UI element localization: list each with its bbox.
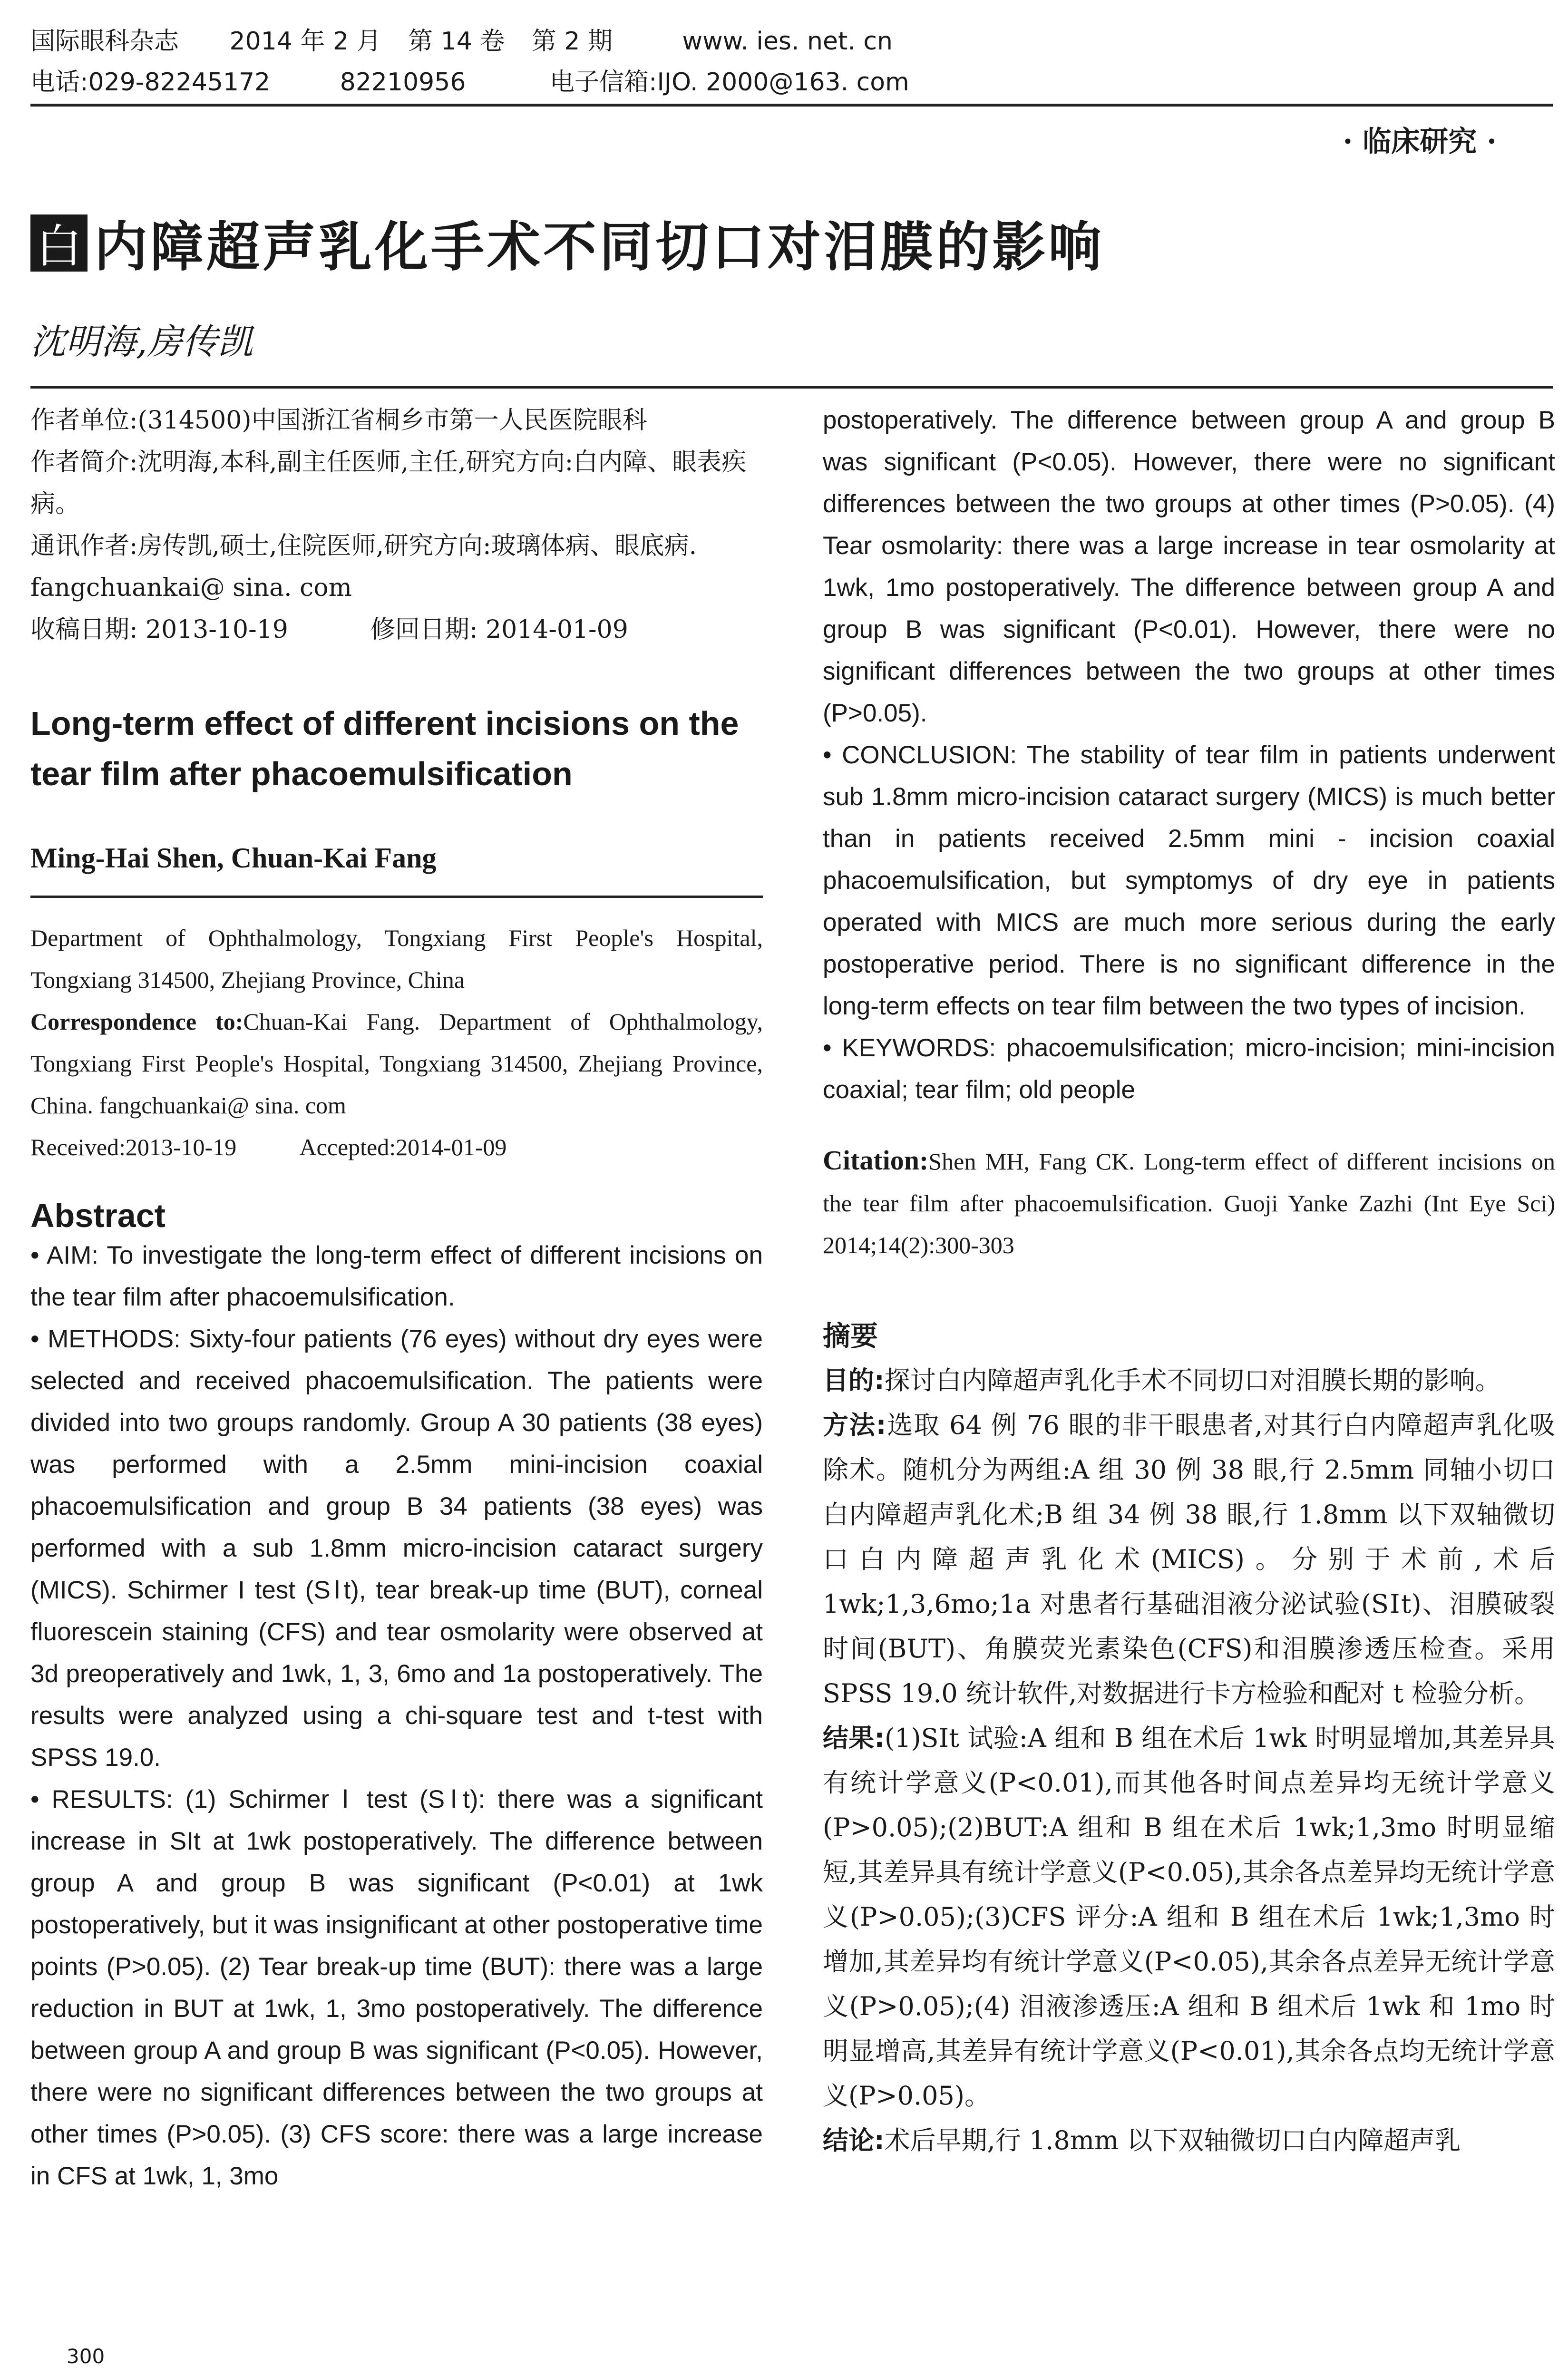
phone-2: 82210956	[340, 68, 466, 97]
cn-aim	[823, 1358, 1555, 1403]
abstract-right	[823, 399, 1555, 1111]
author-info-cn	[30, 399, 763, 651]
abstract-conclusion: • CONCLUSION: The stability of tear film in patients underwent sub 1.8mm micro-incision cataract surgery (MICS) is much better than in patients received 2.5mm mini - incision coaxial phacoemulsification, but symptomys of dry eye in patients operated with MICS are much more serious during the early postoperative period. There is no significant difference in the long-term effects on tear film between the two types of incision.	[823, 741, 1555, 1020]
header-row-1	[30, 21, 1552, 62]
right-column	[823, 399, 1555, 2163]
abstract-left	[30, 1235, 763, 2197]
issue: 第 2 期	[531, 27, 613, 56]
title-initial-icon: 白	[30, 214, 88, 272]
correspondence-label: Correspondence to:	[30, 1008, 243, 1035]
volume: 第 14 卷	[408, 27, 505, 56]
abstract-results-part2: postoperatively. The difference between group A and group B was significant (P<0.05). However, there were no significant differences between the two groups at other times (P>0.05). (4) Tear osmolarity: there was a large increase in tear osmolarity at 1wk, 1mo postoperatively. The difference between group A and group B was significant (P<0.01). However, there were no significant differences between the two groups at other times (P>0.05).	[823, 406, 1555, 727]
correspondence-text: Chuan-Kai Fang. Department of Ophthalmology, Tongxiang First People's Hospital, Tongxiang 314500, Zhejiang Province, China. fangchuankai@ sina. com	[30, 1008, 763, 1119]
journal-header	[30, 21, 1552, 103]
author-unit: 作者单位:(314500)中国浙江省桐乡市第一人民医院眼科	[30, 406, 647, 435]
cn-results-text: (1)SⅠt 试验:A 组和 B 组在术后 1wk 时明显增加,其差异具有统计学意义(P<0.01),而其他各时间点差异均无统计学意义(P>0.05);(2)BUT:A 组和 B 组在术后 1wk;1,3mo 时明显缩短,其差异具有统计学意义(P<0.05),其余各点差异均无统计学意义(P>0.05);(3)CFS 评分:A 组和 B 组在术后 1wk;1,3mo 时增加,其差异均有统计学意义(P<0.05),其余各点差异无统计学意义(P>0.05);(4) 泪液渗透压:A 组和 B 组术后 1wk 和 1mo 时明显增高,其差异有统计学意义(P<0.01),其余各点均无统计学意义(P>0.05)。	[823, 1723, 1555, 2111]
author-bio: 作者简介:沈明海,本科,副主任医师,主任,研究方向:白内障、眼表疾病。	[30, 448, 747, 518]
cn-abstract-heading: 摘要	[823, 1320, 878, 1352]
cn-results-label: 结果:	[823, 1723, 885, 1753]
cn-aim-text: 探讨白内障超声乳化手术不同切口对泪膜长期的影响。	[884, 1365, 1501, 1395]
left-column	[30, 399, 763, 2197]
english-title: Long-term effect of different incisions on the tear film after phacoemulsification	[30, 705, 739, 792]
page-number: 300	[67, 2345, 105, 2368]
cn-methods-label: 方法:	[823, 1410, 886, 1440]
english-affiliation	[30, 917, 763, 1168]
abstract-heading: Abstract	[30, 1197, 166, 1234]
cn-conclusion	[823, 2118, 1555, 2163]
english-rule	[30, 896, 763, 898]
authors-cn: 沈明海,房传凯	[30, 321, 253, 362]
issue-date: 2014 年 2 月	[229, 27, 381, 56]
cn-conclusion-label: 结论:	[823, 2125, 885, 2155]
authors-rule	[30, 386, 1553, 389]
abstract-methods: • METHODS: Sixty-four patients (76 eyes) without dry eyes were selected and received phacoemulsification. The patients were divided into two groups randomly. Group A 30 patients (38 eyes) was performed with a 2.5mm mini-incision coaxial phacoemulsification and group B 34 patients (38 eyes) was performed with a sub 1.8mm micro-incision cataract surgery (MICS). Schirmer I test (SⅠt), tear break-up time (BUT), corneal fluorescein staining (CFS) and tear osmolarity were observed at 3d preoperatively and 1wk, 1, 3, 6mo and 1a postoperatively. The results were analyzed using a chi-square test and t-test with SPSS 19.0.	[30, 1325, 763, 1772]
phone: 电话:029-82245172	[30, 68, 271, 97]
cn-methods-text: 选取 64 例 76 眼的非干眼患者,对其行白内障超声乳化吸除术。随机分为两组:A 组 30 例 38 眼,行 2.5mm 同轴小切口白内障超声乳化术;B 组 34 例 38 眼,行 1.8mm 以下双轴微切口白内障超声乳化术(MICS)。分别于术前,术后 1wk;1,3,6mo;1a 对患者行基础泪液分泌试验(SⅠt)、泪膜破裂时间(BUT)、角膜荧光素染色(CFS)和泪膜渗透压检查。采用 SPSS 19.0 统计软件,对数据进行卡方检验和配对 t 检验分析。	[823, 1410, 1555, 1708]
dates-cn	[30, 609, 763, 651]
citation-label: Citation:	[823, 1145, 929, 1176]
cn-aim-label: 目的:	[823, 1365, 885, 1395]
header-row-2	[30, 62, 1552, 103]
accepted-en: Accepted:2014-01-09	[299, 1134, 507, 1160]
header-rule	[30, 104, 1553, 107]
department: Department of Ophthalmology, Tongxiang First People's Hospital, Tongxiang 314500, Zhejiang Province, China	[30, 925, 763, 993]
citation	[823, 1140, 1555, 1266]
citation-text: Shen MH, Fang CK. Long-term effect of different incisions on the tear film after phacoemulsification. Guoji Yanke Zazhi (Int Eye Sci) 2014;14(2):300-303	[823, 1148, 1555, 1258]
revised-date-cn: 修回日期: 2014-01-09	[370, 615, 628, 644]
dates-en	[30, 1126, 763, 1168]
received-date-cn: 收稿日期: 2013-10-19	[30, 615, 288, 644]
abstract-keywords: • KEYWORDS: phacoemulsification; micro-incision; mini-incision coaxial; tear film; old people	[823, 1034, 1555, 1104]
cn-results	[823, 1716, 1555, 2118]
section-tag: · 临床研究 ·	[1343, 125, 1497, 158]
corresponding-author: 通讯作者:房传凯,硕士,住院医师,研究方向:玻璃体病、眼底病. fangchuankai@ sina. com	[30, 532, 697, 602]
article-title	[30, 205, 1104, 281]
email: 电子信箱:IJO. 2000@163. com	[549, 68, 909, 97]
cn-abstract-body	[823, 1358, 1555, 2163]
title-text: 内障超声乳化手术不同切口对泪膜的影响	[94, 216, 1104, 278]
correspondence-en	[30, 1001, 763, 1126]
journal-name: 国际眼科杂志	[30, 27, 179, 56]
english-authors: Ming-Hai Shen, Chuan-Kai Fang	[30, 842, 437, 874]
cn-conclusion-text: 术后早期,行 1.8mm 以下双轴微切口白内障超声乳	[884, 2125, 1461, 2155]
abstract-results-part1: • RESULTS: (1) Schirmer Ⅰ test (SⅠt): there was a significant increase in SIt at 1wk postoperatively. The difference between group A and group B was significant (P<0.01) at 1wk postoperatively, but it was insignificant at other postoperative time points (P>0.05). (2) Tear break-up time (BUT): there was a large reduction in BUT at 1wk, 1, 3mo postoperatively. The difference between group A and group B was significant (P<0.05). However, there were no significant differences between the two groups at other times (P>0.05). (3) CFS score: there was a large increase in CFS at 1wk, 1, 3mo	[30, 1785, 763, 2190]
received-en: Received:2013-10-19	[30, 1134, 237, 1160]
abstract-aim: • AIM: To investigate the long-term effect of different incisions on the tear film after phacoemulsification.	[30, 1241, 763, 1311]
cn-methods	[823, 1403, 1555, 1716]
website: www. ies. net. cn	[682, 27, 893, 56]
